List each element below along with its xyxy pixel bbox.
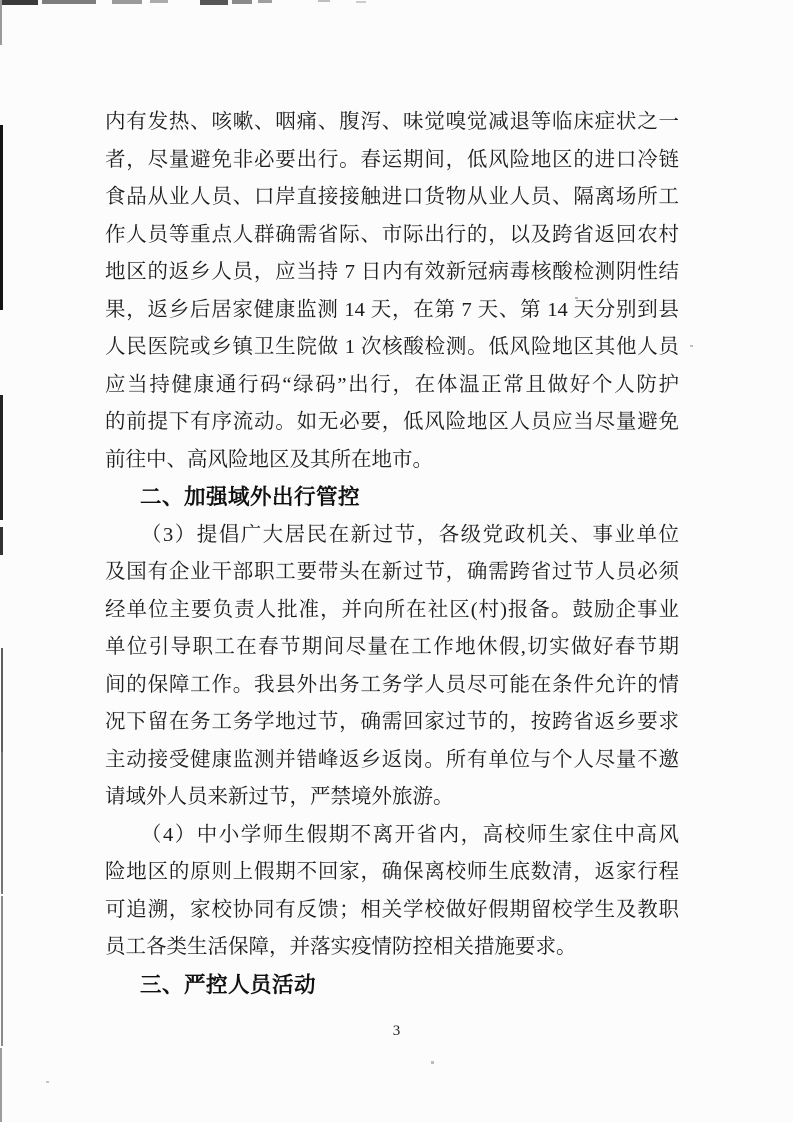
paragraph-four-line: （4）中小学师生假期不离开省内，高校师生家住中高风	[141, 823, 679, 846]
scan-artifact-left-edge	[0, 527, 3, 555]
intro-paragraph-line: 食品从业人员、口岸直接接触进口货物从业人员、隔离场所工	[105, 186, 679, 208]
paragraph-four-line: 险地区的原则上假期不回家，确保离校师生底数清，返家行程	[105, 861, 679, 883]
body-text	[105, 104, 679, 1004]
scan-artifact-top-edge	[356, 1, 366, 3]
scan-artifact-top-edge	[258, 0, 272, 3]
section-heading-two: 二、加强域外出行管控	[140, 485, 361, 509]
paragraph-four-line: 可追溯，家校协同有反馈；相关学校做好假期留校学生及教职	[105, 898, 679, 921]
paragraph-three-line: 间的保障工作。我县外出务工务学人员尽可能在条件允许的情	[105, 673, 679, 696]
scan-artifact-top-edge	[0, 0, 38, 5]
paragraph-three-line: 经单位主要负责人批准，并向所在社区(村)报备。鼓励企事业	[105, 598, 679, 621]
scan-artifact-top-edge	[200, 0, 228, 5]
page-number: 3	[392, 1023, 401, 1039]
scan-artifact-left-edge	[0, 1048, 2, 1122]
paragraph-three-line: 及国有企业干部职工要带头在新过节，确需跨省过节人员必须	[105, 561, 679, 583]
scan-artifact-top-edge	[318, 0, 330, 2]
intro-paragraph-line: 内有发热、咳嗽、咽痛、腹泻、味觉嗅觉减退等临床症状之一	[105, 111, 679, 133]
intro-paragraph-line: 人民医院或乡镇卫生院做 1 次核酸检测。低风险地区其他人员	[105, 336, 679, 358]
scan-artifact-top-edge	[150, 0, 168, 3]
scan-artifact-top-edge	[232, 0, 252, 4]
intro-paragraph-line: 者，尽量避免非必要出行。春运期间，低风险地区的进口冷链	[105, 148, 679, 171]
scan-artifact-top-edge	[42, 0, 96, 4]
paragraph-three-line: （3）提倡广大居民在新过节，各级党政机关、事业单位	[141, 523, 679, 546]
intro-paragraph-line: 应当持健康通行码“绿码”出行，在体温正常且做好个人防护	[105, 373, 679, 396]
intro-paragraph-line: 果，返乡后居家健康监测 14 天，在第 7 天、第 14 天分别到县	[105, 298, 679, 321]
scan-speck	[46, 1081, 49, 1083]
paragraph-four-line: 员工各类生活保障，并落实疫情防控相关措施要求。	[105, 936, 577, 958]
scan-speck	[431, 1061, 434, 1064]
scan-speck	[690, 345, 693, 347]
paragraph-three-line: 主动接受健康监测并错峰返乡返岗。所有单位与个人尽量不邀	[105, 748, 679, 771]
intro-paragraph-line: 前往中、高风险地区及其所在地市。	[105, 448, 433, 471]
intro-paragraph-line: 作人员等重点人群确需省际、市际出行的，以及跨省返回农村	[105, 223, 679, 246]
paragraph-three-line: 况下留在务工务学地过节，确需回家过节的，按跨省返乡要求	[105, 711, 679, 733]
scan-artifact-top-edge	[112, 0, 142, 4]
paragraph-three-line: 请域外人员来新过节，严禁境外旅游。	[105, 786, 454, 808]
scan-artifact-left-edge	[1, 648, 3, 752]
scan-artifact-left-edge	[0, 125, 3, 310]
scan-artifact-left-edge	[0, 395, 3, 520]
section-heading-three: 三、严控人员活动	[140, 972, 317, 997]
paragraph-three-line: 单位引导职工在春节期间尽量在工作地休假,切实做好春节期	[105, 636, 679, 658]
intro-paragraph-line: 的前提下有序流动。如无必要，低风险地区人员应当尽量避免	[105, 411, 679, 433]
scan-artifact-left-edge	[0, 0, 2, 45]
scan-artifact-left-edge	[1, 752, 3, 894]
intro-paragraph-line: 地区的返乡人员，应当持 7 日内有效新冠病毒核酸检测阴性结	[105, 261, 679, 283]
